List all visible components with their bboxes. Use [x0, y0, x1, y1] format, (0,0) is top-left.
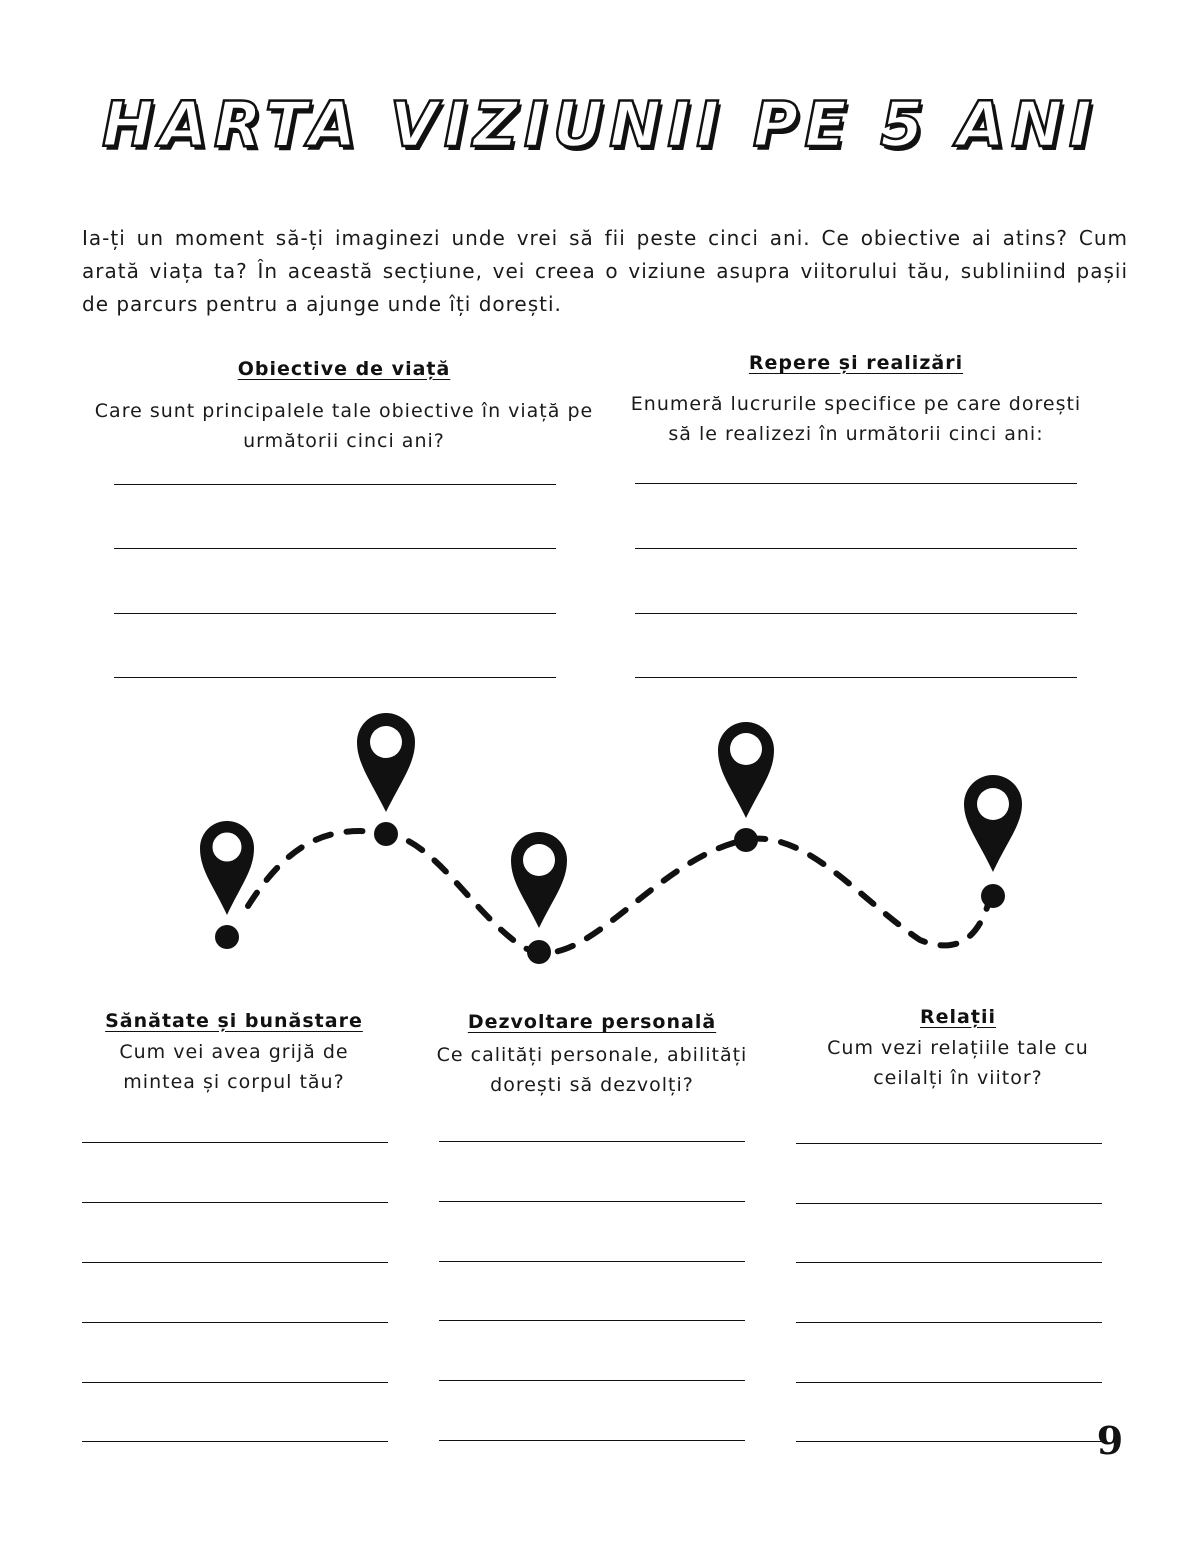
dashed-route-path	[248, 831, 992, 953]
intro-paragraph: Ia-ți un moment să-ți imaginezi unde vrei să fii peste cinci ani. Ce obiective ai atins? Cum arată viața ta? În această secțiune, vei creea o viziune asupra viitorului tău, subliniind pașii de parcurs pentru a ajunge unde îți dorești.	[82, 226, 1128, 316]
route-illustration	[180, 700, 1060, 990]
map-pin-icon	[357, 713, 415, 846]
life-goals-answer-line[interactable]	[114, 484, 556, 485]
health-answer-line[interactable]	[82, 1322, 388, 1323]
life-goals-prompt: Care sunt principalele tale obiective în viață pe următorii cinci ani?	[94, 400, 594, 452]
relationships-answer-line[interactable]	[796, 1382, 1102, 1383]
relationships-answer-line[interactable]	[796, 1441, 1102, 1442]
page-number: 9	[1096, 1418, 1124, 1463]
personal-growth-answer-line[interactable]	[439, 1380, 745, 1381]
relationships-answer-line[interactable]	[796, 1143, 1102, 1144]
map-pin-icon	[200, 821, 254, 949]
life-goals-heading: Obiective de viață	[237, 358, 451, 380]
life-goals-answer-line[interactable]	[114, 677, 556, 678]
personal-growth-answer-line[interactable]	[439, 1261, 745, 1262]
health-answer-line[interactable]	[82, 1202, 388, 1203]
personal-growth-answer-line[interactable]	[439, 1201, 745, 1202]
personal-growth-prompt: Ce calități personale, abilități dorești să dezvolți?	[436, 1044, 748, 1096]
milestones-heading: Repere și realizări	[748, 352, 964, 374]
relationships-answer-line[interactable]	[796, 1203, 1102, 1204]
life-goals-answer-line[interactable]	[114, 613, 556, 614]
milestones-prompt: Enumeră lucrurile specifice pe care dorești să le realizezi în următorii cinci ani:	[630, 393, 1082, 445]
health-answer-line[interactable]	[82, 1441, 388, 1442]
personal-growth-answer-line[interactable]	[439, 1440, 745, 1441]
health-prompt: Cum vei avea grijă de mintea și corpul tău?	[119, 1041, 349, 1093]
milestones-answer-line[interactable]	[635, 613, 1077, 614]
map-pin-icon	[718, 722, 774, 852]
milestones-answer-line[interactable]	[635, 483, 1077, 484]
page-title: HARTA VIZIUNII PE 5 ANI	[102, 88, 1098, 161]
health-answer-line[interactable]	[82, 1382, 388, 1383]
health-heading: Sănătate și bunăstare	[105, 1010, 363, 1032]
personal-growth-heading: Dezvoltare personală	[467, 1011, 717, 1033]
relationships-heading: Relații	[920, 1006, 996, 1028]
personal-growth-answer-line[interactable]	[439, 1141, 745, 1142]
milestones-answer-line[interactable]	[635, 548, 1077, 549]
health-answer-line[interactable]	[82, 1262, 388, 1263]
map-pin-icon	[511, 832, 567, 964]
map-pin-icon	[964, 775, 1022, 908]
relationships-prompt: Cum vezi relațiile tale cu ceilalți în viitor?	[827, 1037, 1089, 1089]
personal-growth-answer-line[interactable]	[439, 1320, 745, 1321]
milestones-answer-line[interactable]	[635, 677, 1077, 678]
life-goals-answer-line[interactable]	[114, 548, 556, 549]
relationships-answer-line[interactable]	[796, 1262, 1102, 1263]
health-answer-line[interactable]	[82, 1142, 388, 1143]
relationships-answer-line[interactable]	[796, 1322, 1102, 1323]
